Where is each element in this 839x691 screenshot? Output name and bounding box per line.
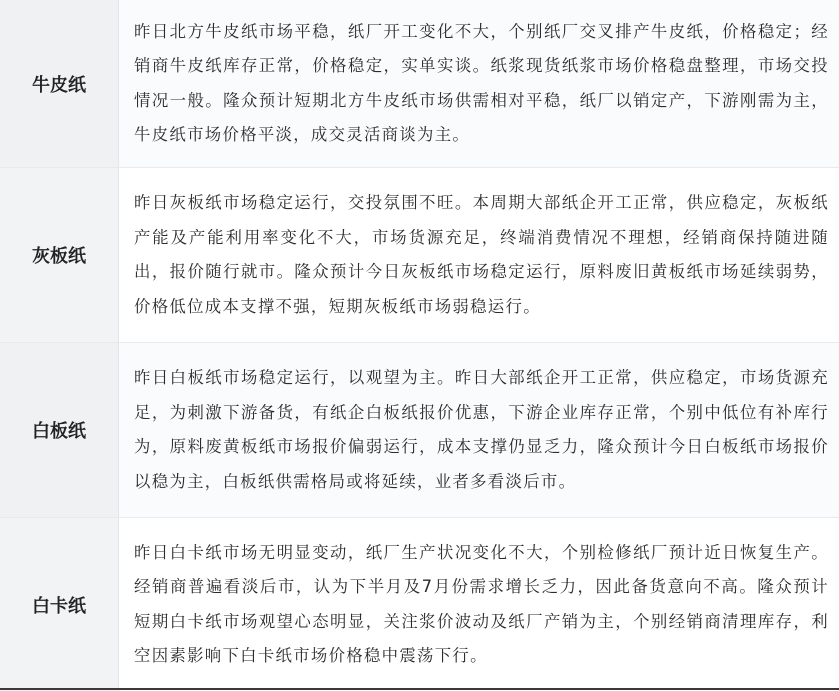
description-text-kraft-paper: 昨日北方牛皮纸市场平稳，纸厂开工变化不大，个别纸厂交叉排产牛皮纸，价格稳定；经销商牛皮纸库存正常，价格稳定，实单实谈。纸浆现货纸浆市场价格稳盘整理，市场交投情况一般。隆众预计短期北方牛皮纸市场供需相对平稳，纸厂以销定产，下游刚需为主，牛皮纸市场价格平淡，成交灵活商谈为主。 — [119, 15, 839, 153]
category-label-white-card: 白卡纸 — [0, 518, 119, 691]
table-row-white-board — [0, 343, 839, 518]
description-cell-kraft-paper — [119, 0, 839, 168]
description-text-grey-board: 昨日灰板纸市场稳定运行，交投氛围不旺。本周期大部纸企开工正常，供应稳定，灰板纸产能及产能利用率变化不大，市场货源充足，终端消费情况不理想，经销商保持随进随出，报价随行就市。隆众预计今日灰板纸市场稳定运行，原料废旧黄板纸市场延续弱势，价格低位成本支撑不强，短期灰板纸市场弱稳运行。 — [119, 186, 839, 324]
category-label-kraft-paper: 牛皮纸 — [0, 0, 119, 168]
description-text-white-board: 昨日白板纸市场稳定运行，以观望为主。昨日大部纸企开工正常，供应稳定，市场货源充足，为刺激下游备货，有纸企白板纸报价优惠，下游企业库存正常，个别中低位有补库行为，原料废黄板纸市场报价偏弱运行，成本支撑仍显乏力，隆众预计今日白板纸市场报价以稳为主，白板纸供需格局或将延续，业者多看淡后市。 — [119, 361, 839, 499]
table-row-grey-board — [0, 168, 839, 343]
table-row-kraft-paper — [0, 0, 839, 168]
description-cell-grey-board — [119, 168, 839, 343]
table-row-white-card — [0, 518, 839, 691]
description-cell-white-board — [119, 343, 839, 518]
category-label-white-board: 白板纸 — [0, 343, 119, 518]
description-cell-white-card — [119, 518, 839, 691]
category-label-grey-board: 灰板纸 — [0, 168, 119, 343]
description-text-white-card: 昨日白卡纸市场无明显变动，纸厂生产状况变化不大，个别检修纸厂预计近日恢复生产。经销商普遍看淡后市，认为下半月及7月份需求增长乏力，因此备货意向不高。隆众预计短期白卡纸市场观望心态明显，关注浆价波动及纸厂产销为主，个别经销商清理库存，利空因素影响下白卡纸市场价格稳中震荡下行。 — [119, 536, 839, 674]
